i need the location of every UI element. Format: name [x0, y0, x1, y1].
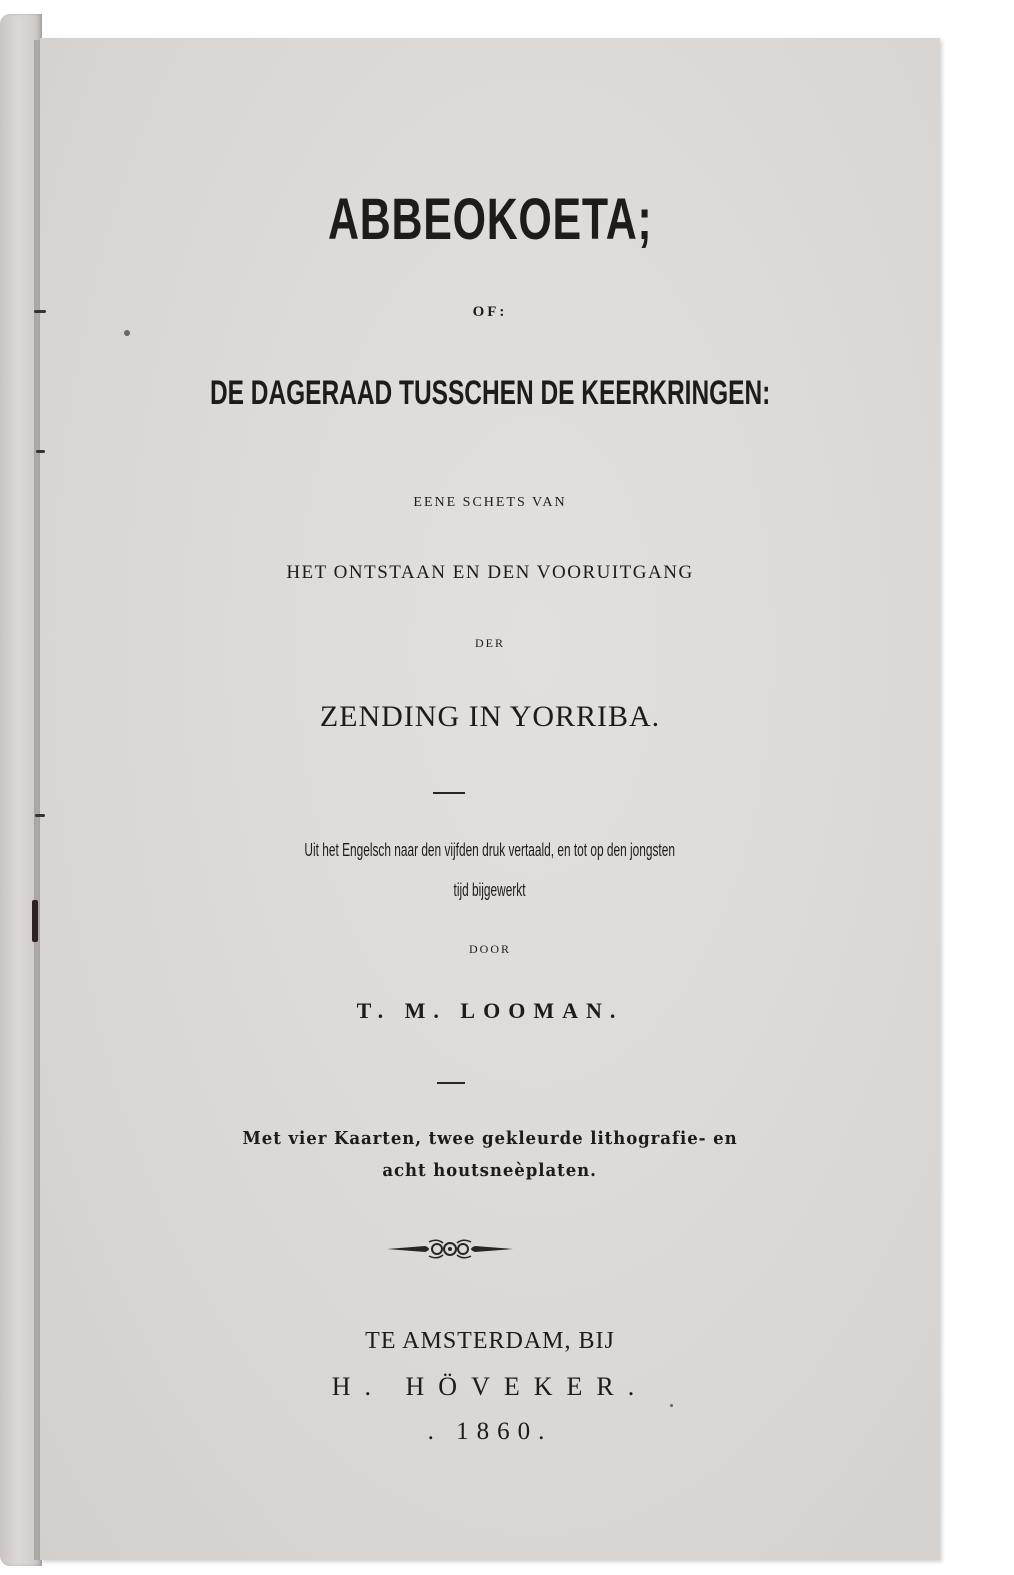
- plates-line-2: acht houtsneèplaten.: [382, 1160, 598, 1181]
- translation-line-2: tijd bijgewerkt: [454, 880, 526, 900]
- ink-speck: [124, 330, 130, 336]
- by-line: DOOR: [468, 942, 511, 956]
- binding-stitch: [35, 814, 45, 817]
- sketch-line: EENE SCHETS VAN: [413, 495, 567, 510]
- subtitle: DE DAGERAAD TUSSCHEN DE KEERKRINGEN:: [209, 374, 771, 412]
- author-name: T. M. LOOMAN.: [356, 998, 624, 1023]
- imprint-publisher: H. HÖVEKER.: [331, 1372, 649, 1401]
- mission-line: ZENDING IN YORRIBA.: [319, 700, 661, 733]
- imprint-year: . 1860.: [427, 1418, 553, 1445]
- binding-stitch: [36, 450, 45, 453]
- binding-stitch: [32, 900, 38, 942]
- origin-line: HET ONTSTAAN EN DEN VOORUITGANG: [286, 562, 694, 583]
- imprint-city: TE AMSTERDAM, BIJ: [365, 1328, 615, 1354]
- main-title: ABBEOKOETA;: [327, 187, 653, 252]
- or-line: OF:: [472, 304, 508, 320]
- plates-line-1: Met vier Kaarten, twee gekleurde lithografie- en: [242, 1128, 738, 1149]
- title-page: [40, 38, 940, 1560]
- divider-rule: [433, 792, 465, 794]
- ornament-flourish: [385, 1236, 515, 1262]
- divider-rule: [437, 1082, 465, 1084]
- der-line: DER: [475, 636, 505, 650]
- ink-speck: [670, 1404, 673, 1407]
- translation-line-1: Uit het Engelsch naar den vijfden druk vertaald, en tot op den jongsten: [304, 840, 676, 860]
